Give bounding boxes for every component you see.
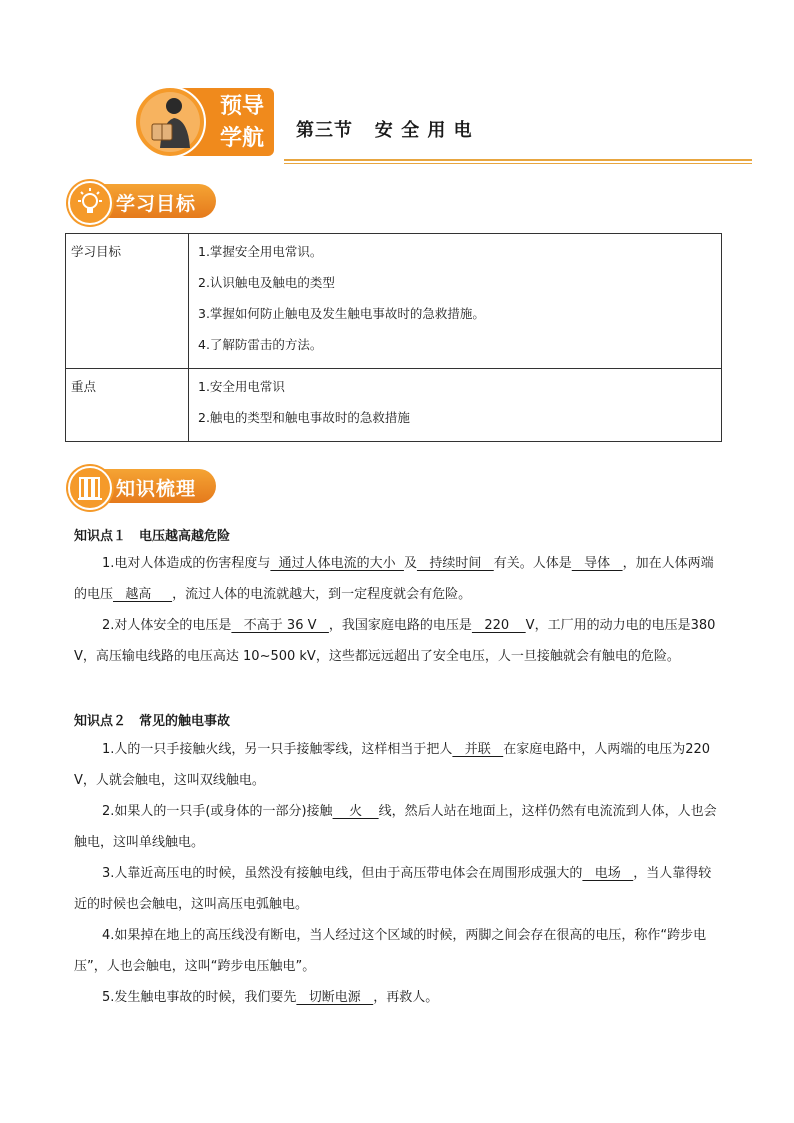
knowledge-point-2-title: 知识点２ 常见的触电事故 <box>74 714 231 729</box>
answer-blank: 通过人体电流的大小 <box>270 556 404 571</box>
answer-blank: 不高于 36 V <box>231 618 329 633</box>
objectives-table <box>65 233 722 442</box>
text: 5.发生触电事故的时候，我们要先 <box>102 990 297 1005</box>
answer-blank: 切断电源 <box>296 990 374 1005</box>
answer-blank: 火 <box>332 804 379 819</box>
objectives-banner-label: 学习目标 <box>116 193 197 215</box>
text: ，流过人体的电流就越大，到一定程度就会有危险。 <box>172 587 472 602</box>
objective-item: 4.了解防雷击的方法。 <box>198 337 323 352</box>
answer-blank: 越高 <box>113 587 173 602</box>
kp2-paragraph-4: 4.如果掉在地上的高压线没有断电，当人经过这个区域的时候，两脚之间会存在很高的电压，称作“跨步电压”，人也会触电，这叫“跨步电压触电”。 <box>74 928 707 974</box>
kp2-paragraph-3 <box>74 858 724 920</box>
answer-blank: 220 <box>471 618 526 633</box>
text: 有关。人体是 <box>493 556 572 571</box>
header-badge-text <box>212 90 272 154</box>
answer-blank: 电场 <box>582 866 634 881</box>
knowledge-point-1-title: 知识点１ 电压越高越危险 <box>74 529 231 544</box>
key-point-item: 2.触电的类型和触电事故时的急救措施 <box>198 410 410 425</box>
knowledge-banner <box>68 466 218 506</box>
objective-item: 2.认识触电及触电的类型 <box>198 275 335 290</box>
text: 1.人的一只手接触火线，另一只手接触零线，这样相当于把人 <box>102 742 453 757</box>
kp2-paragraph-2 <box>74 796 724 858</box>
answer-blank: 导体 <box>571 556 623 571</box>
objective-item: 3.掌握如何防止触电及发生触电事故时的急救措施。 <box>198 306 485 321</box>
row-label: 重点 <box>66 369 189 442</box>
key-point-item: 1.安全用电常识 <box>198 379 285 394</box>
text: V，工厂用的动力电的电压是380 V，高压输电线路的电压高达 10~500 kV，这些都远远超出了安全电压，人一旦接触就会有触电的危险。 <box>74 618 716 664</box>
kp1-paragraph-2 <box>74 610 724 672</box>
knowledge-banner-label: 知识梳理 <box>116 478 197 500</box>
text: 线，然后人站在地面上，这样仍然有电流流到人体，人也会触电，这叫单线触电。 <box>74 804 717 850</box>
objective-item: 1.掌握安全用电常识。 <box>198 244 323 259</box>
table-row <box>66 234 722 369</box>
row-content <box>189 369 722 442</box>
objectives-banner <box>68 181 218 221</box>
header-divider-thin <box>284 163 752 164</box>
kp1-paragraph-1 <box>74 548 724 610</box>
text: ，加在人体两端的电压 <box>74 556 714 602</box>
text: 1.电对人体造成的伤害程度与 <box>102 556 271 571</box>
header-badge <box>134 86 274 158</box>
text: ，再救人。 <box>373 990 439 1005</box>
text: ，我国家庭电路的电压是 <box>328 618 472 633</box>
text: 及 <box>403 556 417 571</box>
text: 2.对人体安全的电压是 <box>102 618 232 633</box>
row-content <box>189 234 722 369</box>
lightbulb-icon <box>70 183 110 223</box>
kp2-paragraph-5 <box>74 982 724 1013</box>
books-icon <box>70 468 110 508</box>
answer-blank: 并联 <box>452 742 504 757</box>
text: 3.人靠近高压电的时候，虽然没有接触电线，但由于高压带电体会在周围形成强大的 <box>102 866 583 881</box>
table-row <box>66 369 722 442</box>
answer-blank: 持续时间 <box>416 556 494 571</box>
badge-char: 航 <box>242 125 265 151</box>
header-divider <box>284 159 752 161</box>
row-label: 学习目标 <box>66 234 189 369</box>
text: ，当人靠得较近的时候也会触电，这叫高压电弧触电。 <box>74 866 712 912</box>
page-title: 第三节 安 全 用 电 <box>296 120 473 141</box>
badge-char: 预 <box>219 93 242 119</box>
text: 2.如果人的一只手(或身体的一部分)接触 <box>102 804 333 819</box>
kp2-paragraph-1 <box>74 734 724 796</box>
badge-char: 学 <box>219 125 242 151</box>
text: 在家庭电路中，人两端的电压为220 V，人就会触电，这叫双线触电。 <box>74 742 711 788</box>
badge-char: 导 <box>242 93 265 119</box>
